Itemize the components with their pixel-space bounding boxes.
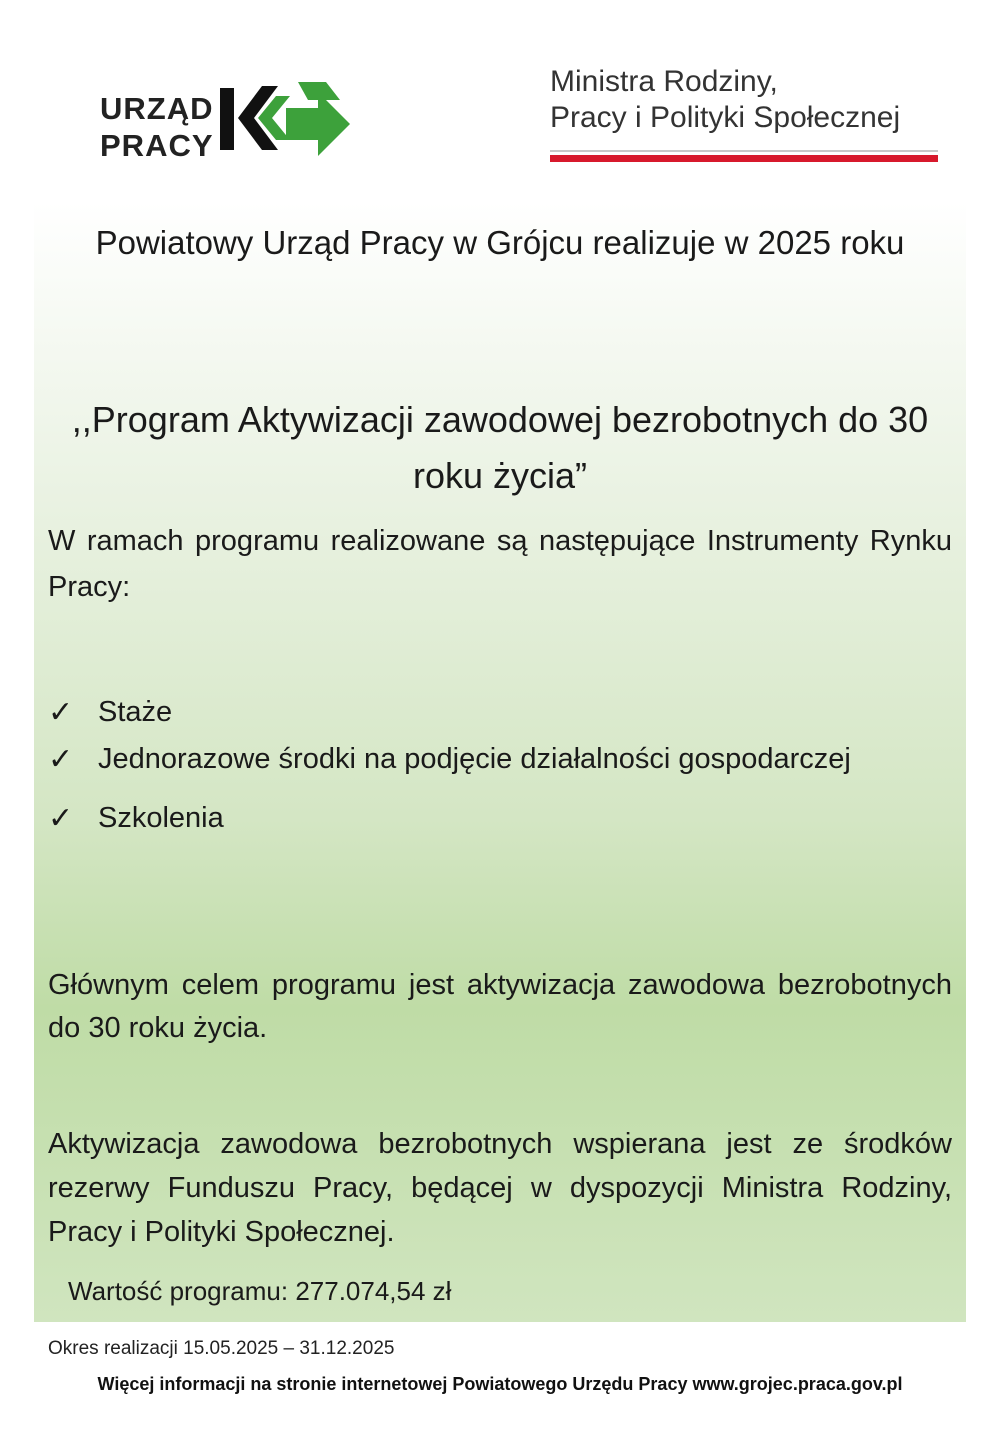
ministry-name bbox=[550, 64, 940, 136]
instrument-label: Staże bbox=[98, 696, 173, 728]
checkmark-icon: ✓ bbox=[48, 801, 74, 836]
instruments-list bbox=[48, 689, 952, 842]
ministry-name-line2: Pracy i Polityki Społecznej bbox=[550, 101, 901, 134]
list-item bbox=[48, 689, 952, 736]
urzad-pracy-logo bbox=[100, 78, 360, 168]
ministry-grey-stripe bbox=[550, 150, 938, 152]
program-funding: Aktywizacja zawodowa bezrobotnych wspierana jest ze środków rezerwy Funduszu Pracy, będącej w dyspozycji Ministra Rodziny, Pracy i Polityki Społecznej. bbox=[48, 1128, 952, 1248]
program-value: Wartość programu: 277.074,54 zł bbox=[68, 1276, 452, 1306]
instrument-label: Szkolenia bbox=[98, 802, 224, 834]
ministry-logo bbox=[550, 64, 940, 162]
more-info-line: Więcej informacji na stronie internetowej Powiatowego Urzędu Pracy www.grojec.praca.gov.pl bbox=[97, 1374, 903, 1394]
list-item bbox=[48, 795, 952, 842]
urzad-pracy-logo-text bbox=[100, 90, 214, 164]
notice-heading: Powiatowy Urząd Pracy w Grójcu realizuje w 2025 roku bbox=[95, 224, 905, 261]
logo-text-line2: PRACY bbox=[100, 128, 214, 163]
checkmark-icon: ✓ bbox=[48, 695, 74, 730]
instruments-intro: W ramach programu realizowane są następujące Instrumenty Rynku Pracy: bbox=[48, 525, 952, 603]
urzad-pracy-arrow-icon bbox=[216, 78, 356, 168]
ministry-name-line1: Ministra Rodziny, bbox=[550, 65, 778, 98]
instrument-label: Jednorazowe środki na podjęcie działalności gospodarczej bbox=[98, 743, 851, 775]
list-item bbox=[48, 736, 952, 783]
ministry-flag-stripes bbox=[550, 150, 938, 162]
ministry-red-stripe bbox=[550, 155, 938, 162]
program-goal: Głównym celem programu jest aktywizacja zawodowa bezrobotnych do 30 roku życia. bbox=[48, 969, 952, 1044]
notice-panel bbox=[34, 202, 966, 1322]
program-name: ,,Program Aktywizacji zawodowej bezrobotnych do 30 roku życia” bbox=[71, 399, 929, 496]
checkmark-icon: ✓ bbox=[48, 742, 74, 777]
realization-period: Okres realizacji 15.05.2025 – 31.12.2025 bbox=[48, 1338, 395, 1359]
logo-text-line1: URZĄD bbox=[100, 91, 214, 126]
